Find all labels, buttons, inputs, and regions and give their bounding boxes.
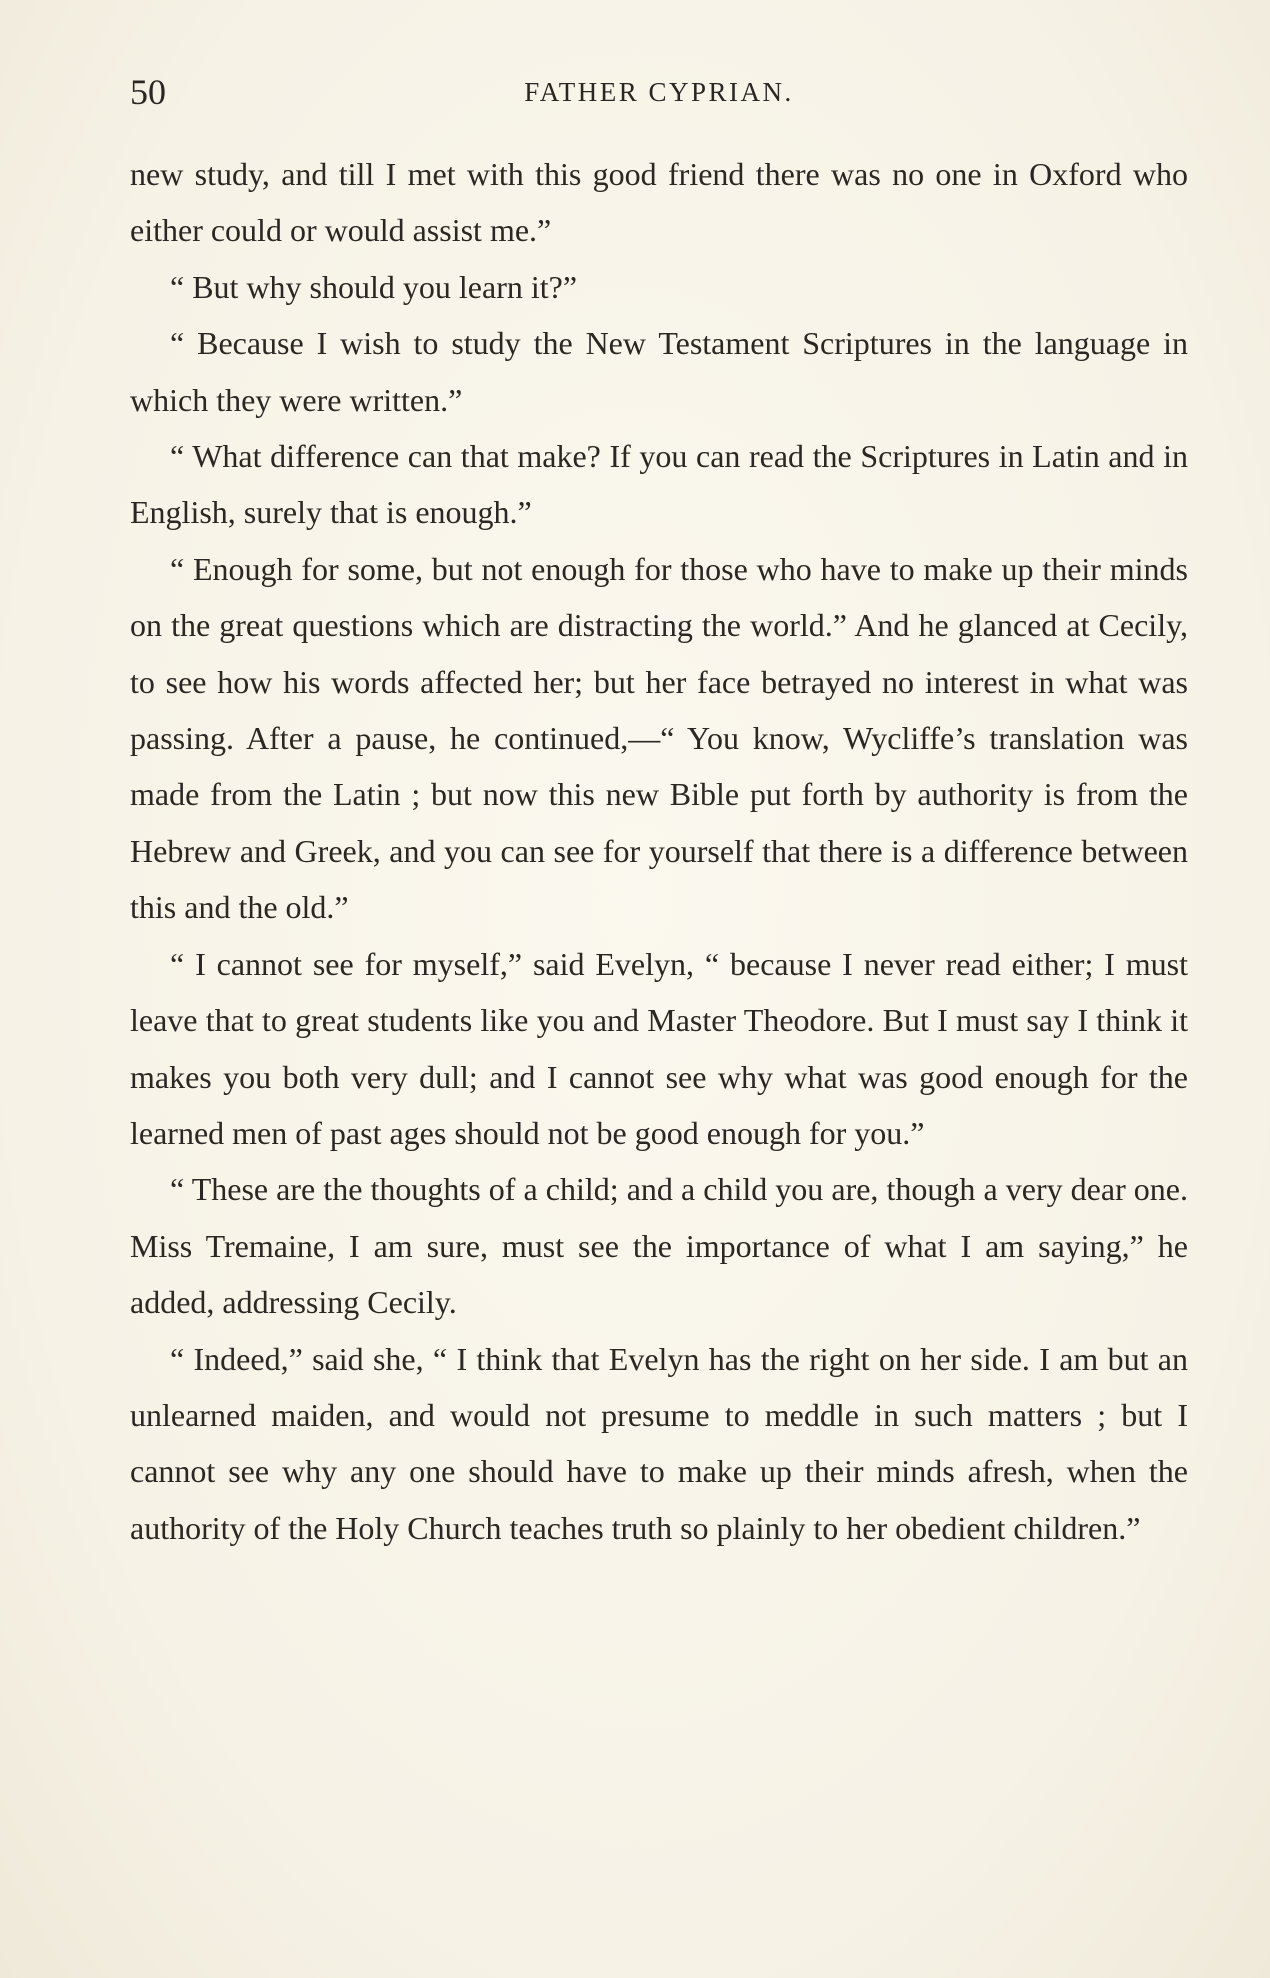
paragraph: “ These are the thoughts of a child; and a child you are, though a very dear one. Miss Tremaine, I am sure, must see the importance of what I am saying,” he added, addressing Cecily. [130,1171,1188,1321]
page-header [130,70,1188,114]
body-text [130,146,1188,1556]
paragraph: “ Enough for some, but not enough for those who have to make up their minds on the great questions which are distracting the world.” And he glanced at Cecily, to see how his words affected her; but her face betrayed no interest in what was passing. After a pause, he continued,—“ You know, Wycliffe’s translation was made from the Latin ; but now this new Bible put forth by authority is from the Hebrew and Greek, and you can see for yourself that there is a difference between this and the old.” [130,550,1188,926]
page-number: 50 [130,72,166,112]
paragraph: new study, and till I met with this good friend there was no one in Oxford who either could or would assist me.” [130,156,1188,249]
running-title: FATHER CYPRIAN. [524,77,794,107]
paragraph: “ Because I wish to study the New Testament Scriptures in the language in which they were written.” [130,325,1188,418]
paragraph: “ I cannot see for myself,” said Evelyn, “ because I never read either; I must leave that to great students like you and Master Theodore. But I must say I think it makes you both very dull; and I cannot see why what was good enough for the learned men of past ages should not be good enough for you.” [130,945,1188,1151]
paragraph: “ But why should you learn it?” [170,268,578,305]
paragraph: “ Indeed,” said she, “ I think that Evelyn has the right on her side. I am but an unlearned maiden, and would not presume to meddle in such matters ; but I cannot see why any one should have to make up their minds afresh, when the authority of the Holy Church teaches truth so plainly to her obedient children.” [130,1340,1188,1546]
paragraph: “ What difference can that make? If you can read the Scriptures in Latin and in English, surely that is enough.” [130,438,1188,531]
